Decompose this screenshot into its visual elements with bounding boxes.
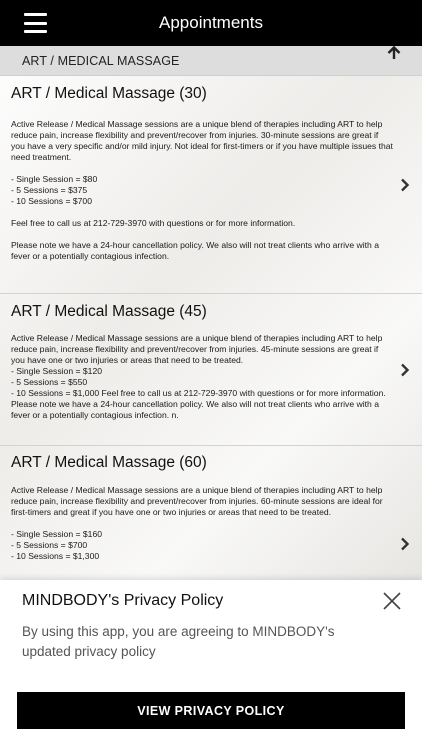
arrow-up-icon[interactable]: [386, 45, 402, 61]
privacy-message: By using this app, you are agreeing to MINDBODY's updated privacy policy: [22, 624, 335, 659]
appointment-card-art-30[interactable]: [0, 76, 422, 294]
appointment-title: ART / Medical Massage (60): [11, 454, 207, 471]
appointment-list: [0, 76, 422, 580]
appointment-description: Active Release / Medical Massage sessions are a unique blend of therapies including ART to help reduce pain, increase flexibility and prevent/recover from injuries. 60-minute sessions are ideal for first-timers and great if you have one or two injuries or areas that need to be treated. - Single Session = $160 - 5 Sessions = $700 - 10 Sessions = $1,300: [11, 485, 383, 561]
privacy-policy-banner: [0, 580, 422, 750]
chevron-right-icon: [400, 178, 410, 192]
appointment-title: ART / Medical Massage (30): [11, 85, 207, 102]
view-privacy-policy-button[interactable]: VIEW PRIVACY POLICY: [17, 692, 405, 729]
appointment-description: Active Release / Medical Massage sessions are a unique blend of therapies including ART to help reduce pain, increase flexibility and prevent/recover from injuries. 30-minute sessions are great if you have a very specific and/or mild injury. Not ideal for first-timers or if you have multiple issues that need treatment. - Single Session = $80 - 5 Sessions = $375 - 10 Sessions = $700 Feel free to call us at 212-729-3970 with questions or for more information. Please note we have a 24-hour cancellation policy. We also will not treat clients who arrive with a fever or a potentially contagious infection.: [11, 119, 393, 261]
appointment-title: ART / Medical Massage (45): [11, 303, 207, 320]
chevron-right-icon: [400, 537, 410, 551]
section-header: [0, 46, 422, 76]
appointment-card-art-60[interactable]: [0, 446, 422, 580]
chevron-right-icon: [400, 363, 410, 377]
top-navigation-bar: [0, 0, 422, 46]
page-title: Appointments: [159, 13, 263, 32]
privacy-title: MINDBODY's Privacy Policy: [22, 592, 224, 609]
section-label: ART / MEDICAL MASSAGE: [22, 54, 180, 68]
close-icon[interactable]: [382, 591, 402, 611]
appointment-card-art-45[interactable]: [0, 294, 422, 446]
appointment-description: Active Release / Medical Massage sessions are a unique blend of therapies including ART to help reduce pain, increase flexibility and prevent/recover from injuries. 45-minute sessions are great if you have one or two injuries or areas that need to be treated. - Single Session = $120 - 5 Sessions = $550 - 10 Sessions = $1,000 Feel free to call us at 212-729-3970 with questions or for more information. Please note we have a 24-hour cancellation policy. We also will not treat clients who arrive with a fever or a potentially contagious infection. n.: [11, 333, 386, 420]
